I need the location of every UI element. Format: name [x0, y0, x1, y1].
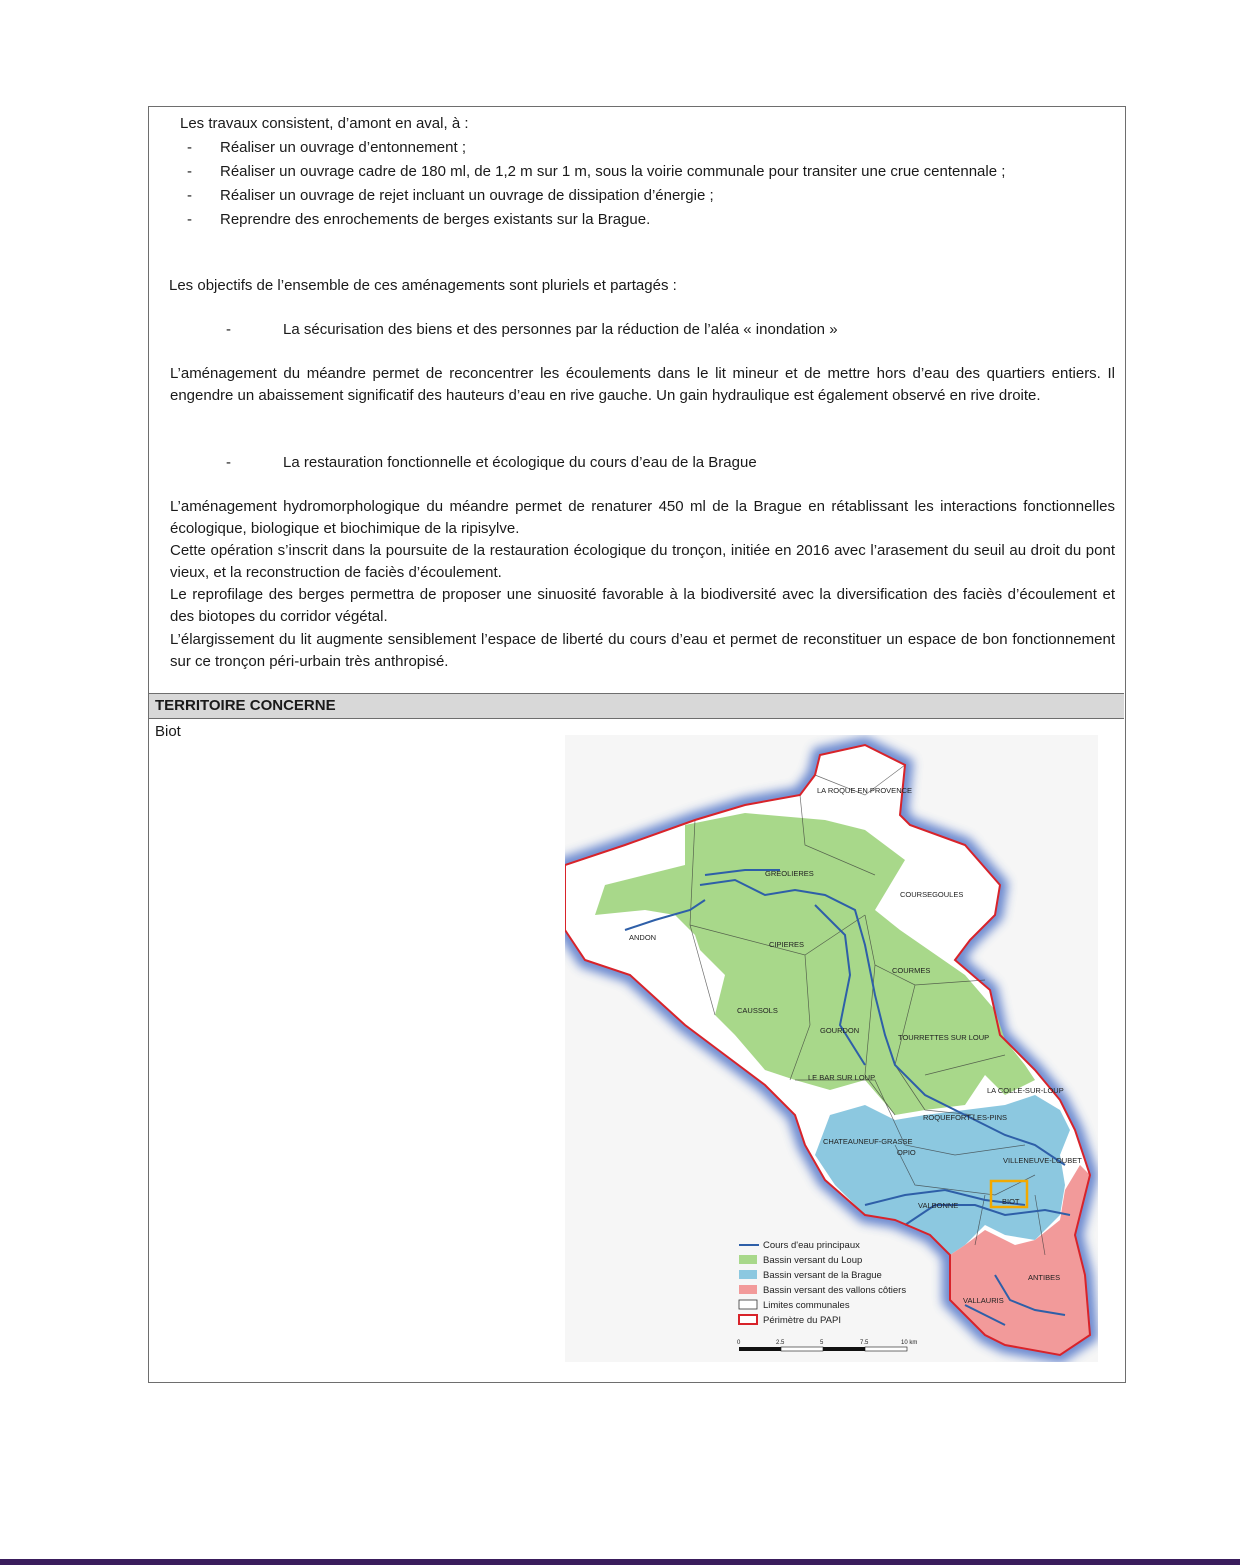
- work-item: Réaliser un ouvrage de rejet incluant un ouvrage de dissipation d’énergie ;: [220, 187, 714, 204]
- territory-header-label: TERRITOIRE CONCERNE: [155, 697, 336, 714]
- objective-2-paragraph: L’aménagement hydromorphologique du méandre permet de renaturer 450 ml de la Brague en rétablissant les interactions fonctionnelles écologique, biologique et biochimique de la ripisylve.: [170, 498, 1115, 537]
- scale-tick: 10 km: [901, 1340, 918, 1346]
- map-label: ANDON: [629, 933, 657, 942]
- map-label: LE BAR SUR LOUP: [808, 1073, 876, 1082]
- map-label: CIPIERES: [769, 940, 805, 949]
- legend-swatch-coastal: [739, 1285, 757, 1294]
- objective-dash: -: [226, 454, 231, 471]
- map-label: BIOT: [1002, 1197, 1020, 1206]
- scale-tick: 0: [737, 1340, 741, 1346]
- works-intro: Les travaux consistent, d’amont en aval, à :: [180, 115, 469, 132]
- territory-value: Biot: [155, 723, 181, 740]
- work-item: Reprendre des enrochements de berges existants sur la Brague.: [220, 211, 651, 228]
- map-label: LA COLLE-SUR-LOUP: [987, 1086, 1064, 1095]
- work-item: Réaliser un ouvrage cadre de 180 ml, de 1,2 m sur 1 m, sous la voirie communale pour transiter une crue centennale ;: [220, 163, 1006, 180]
- map-label: ANTIBES: [1028, 1273, 1061, 1282]
- map-label: GOURDON: [820, 1026, 860, 1035]
- scale-tick: 2.5: [776, 1340, 785, 1346]
- document-frame: [148, 106, 1126, 1383]
- objectives-intro: Les objectifs de l’ensemble de ces aménagements sont pluriels et partagés :: [169, 277, 677, 294]
- legend-swatch-communes: [739, 1300, 757, 1309]
- work-item: Réaliser un ouvrage d’entonnement ;: [220, 139, 466, 156]
- map-label: COURMES: [892, 966, 931, 975]
- scale-tick: 7.5: [860, 1340, 869, 1346]
- map-label: CAUSSOLS: [737, 1006, 778, 1015]
- legend-label: Périmètre du PAPI: [763, 1315, 841, 1326]
- map-label: VALLAURIS: [963, 1296, 1004, 1305]
- map-label: CHATEAUNEUF-GRASSE: [823, 1137, 913, 1146]
- objective-2-title: La restauration fonctionnelle et écologique du cours d’eau de la Brague: [283, 454, 757, 471]
- objective-2-paragraph: L’élargissement du lit augmente sensiblement l’espace de liberté du cours d’eau et permet de reconstituer un espace de bon fonctionnement sur ce tronçon péri-urbain très anthropisé.: [170, 631, 1115, 670]
- objective-1-title: La sécurisation des biens et des personnes par la réduction de l’aléa « inondation »: [283, 321, 838, 338]
- territory-map: [565, 735, 1098, 1362]
- legend-label: Bassin versant du Loup: [763, 1255, 863, 1266]
- bullet-dash: -: [187, 211, 192, 228]
- scale-tick: 5: [820, 1340, 824, 1346]
- objective-1-text: L’aménagement du méandre permet de reconcentrer les écoulements dans le lit mineur et de mettre hors d’eau des quartiers entiers. Il engendre un abaissement significatif des hauteurs d’eau en rive gauche. Un gain hydraulique est également observé en rive droite.: [170, 365, 1115, 404]
- legend-label: Limites communales: [763, 1300, 850, 1311]
- objective-2-paragraph: Le reprofilage des berges permettra de proposer une sinuosité favorable à la biodiversité avec la diversification des faciès d’écoulement et des biotopes du corridor végétal.: [170, 586, 1115, 625]
- map-label: ROQUEFORT-LES-PINS: [923, 1113, 1008, 1122]
- legend-label: Bassin versant de la Brague: [763, 1270, 882, 1281]
- map-label: VILLENEUVE-LOUBET: [1003, 1156, 1082, 1165]
- page-bottom-bar: [0, 1559, 1240, 1565]
- legend-label: Cours d'eau principaux: [763, 1240, 860, 1251]
- objective-2-paragraph: Cette opération s’inscrit dans la poursuite de la restauration écologique du tronçon, initiée en 2016 avec l’arasement du seuil au droit du pont vieux, et la reconstruction de faciès d’écoulement.: [170, 542, 1115, 581]
- map-label: TOURRETTES SUR LOUP: [898, 1033, 990, 1042]
- map-label: VALBONNE: [918, 1201, 959, 1210]
- objective-dash: -: [226, 321, 231, 338]
- bullet-dash: -: [187, 163, 192, 180]
- bullet-dash: -: [187, 187, 192, 204]
- legend-label: Bassin versant des vallons côtiers: [763, 1285, 907, 1296]
- map-label: COURSEGOULES: [900, 890, 964, 899]
- map-label: OPIO: [897, 1148, 916, 1157]
- legend-swatch-loup: [739, 1255, 757, 1264]
- bullet-dash: -: [187, 139, 192, 156]
- map-label: LA ROQUE EN PROVENCE: [817, 786, 913, 795]
- legend-swatch-papi: [739, 1315, 757, 1324]
- legend-swatch-brague: [739, 1270, 757, 1279]
- territory-header: [149, 693, 1124, 719]
- map-label: GREOLIERES: [765, 869, 814, 878]
